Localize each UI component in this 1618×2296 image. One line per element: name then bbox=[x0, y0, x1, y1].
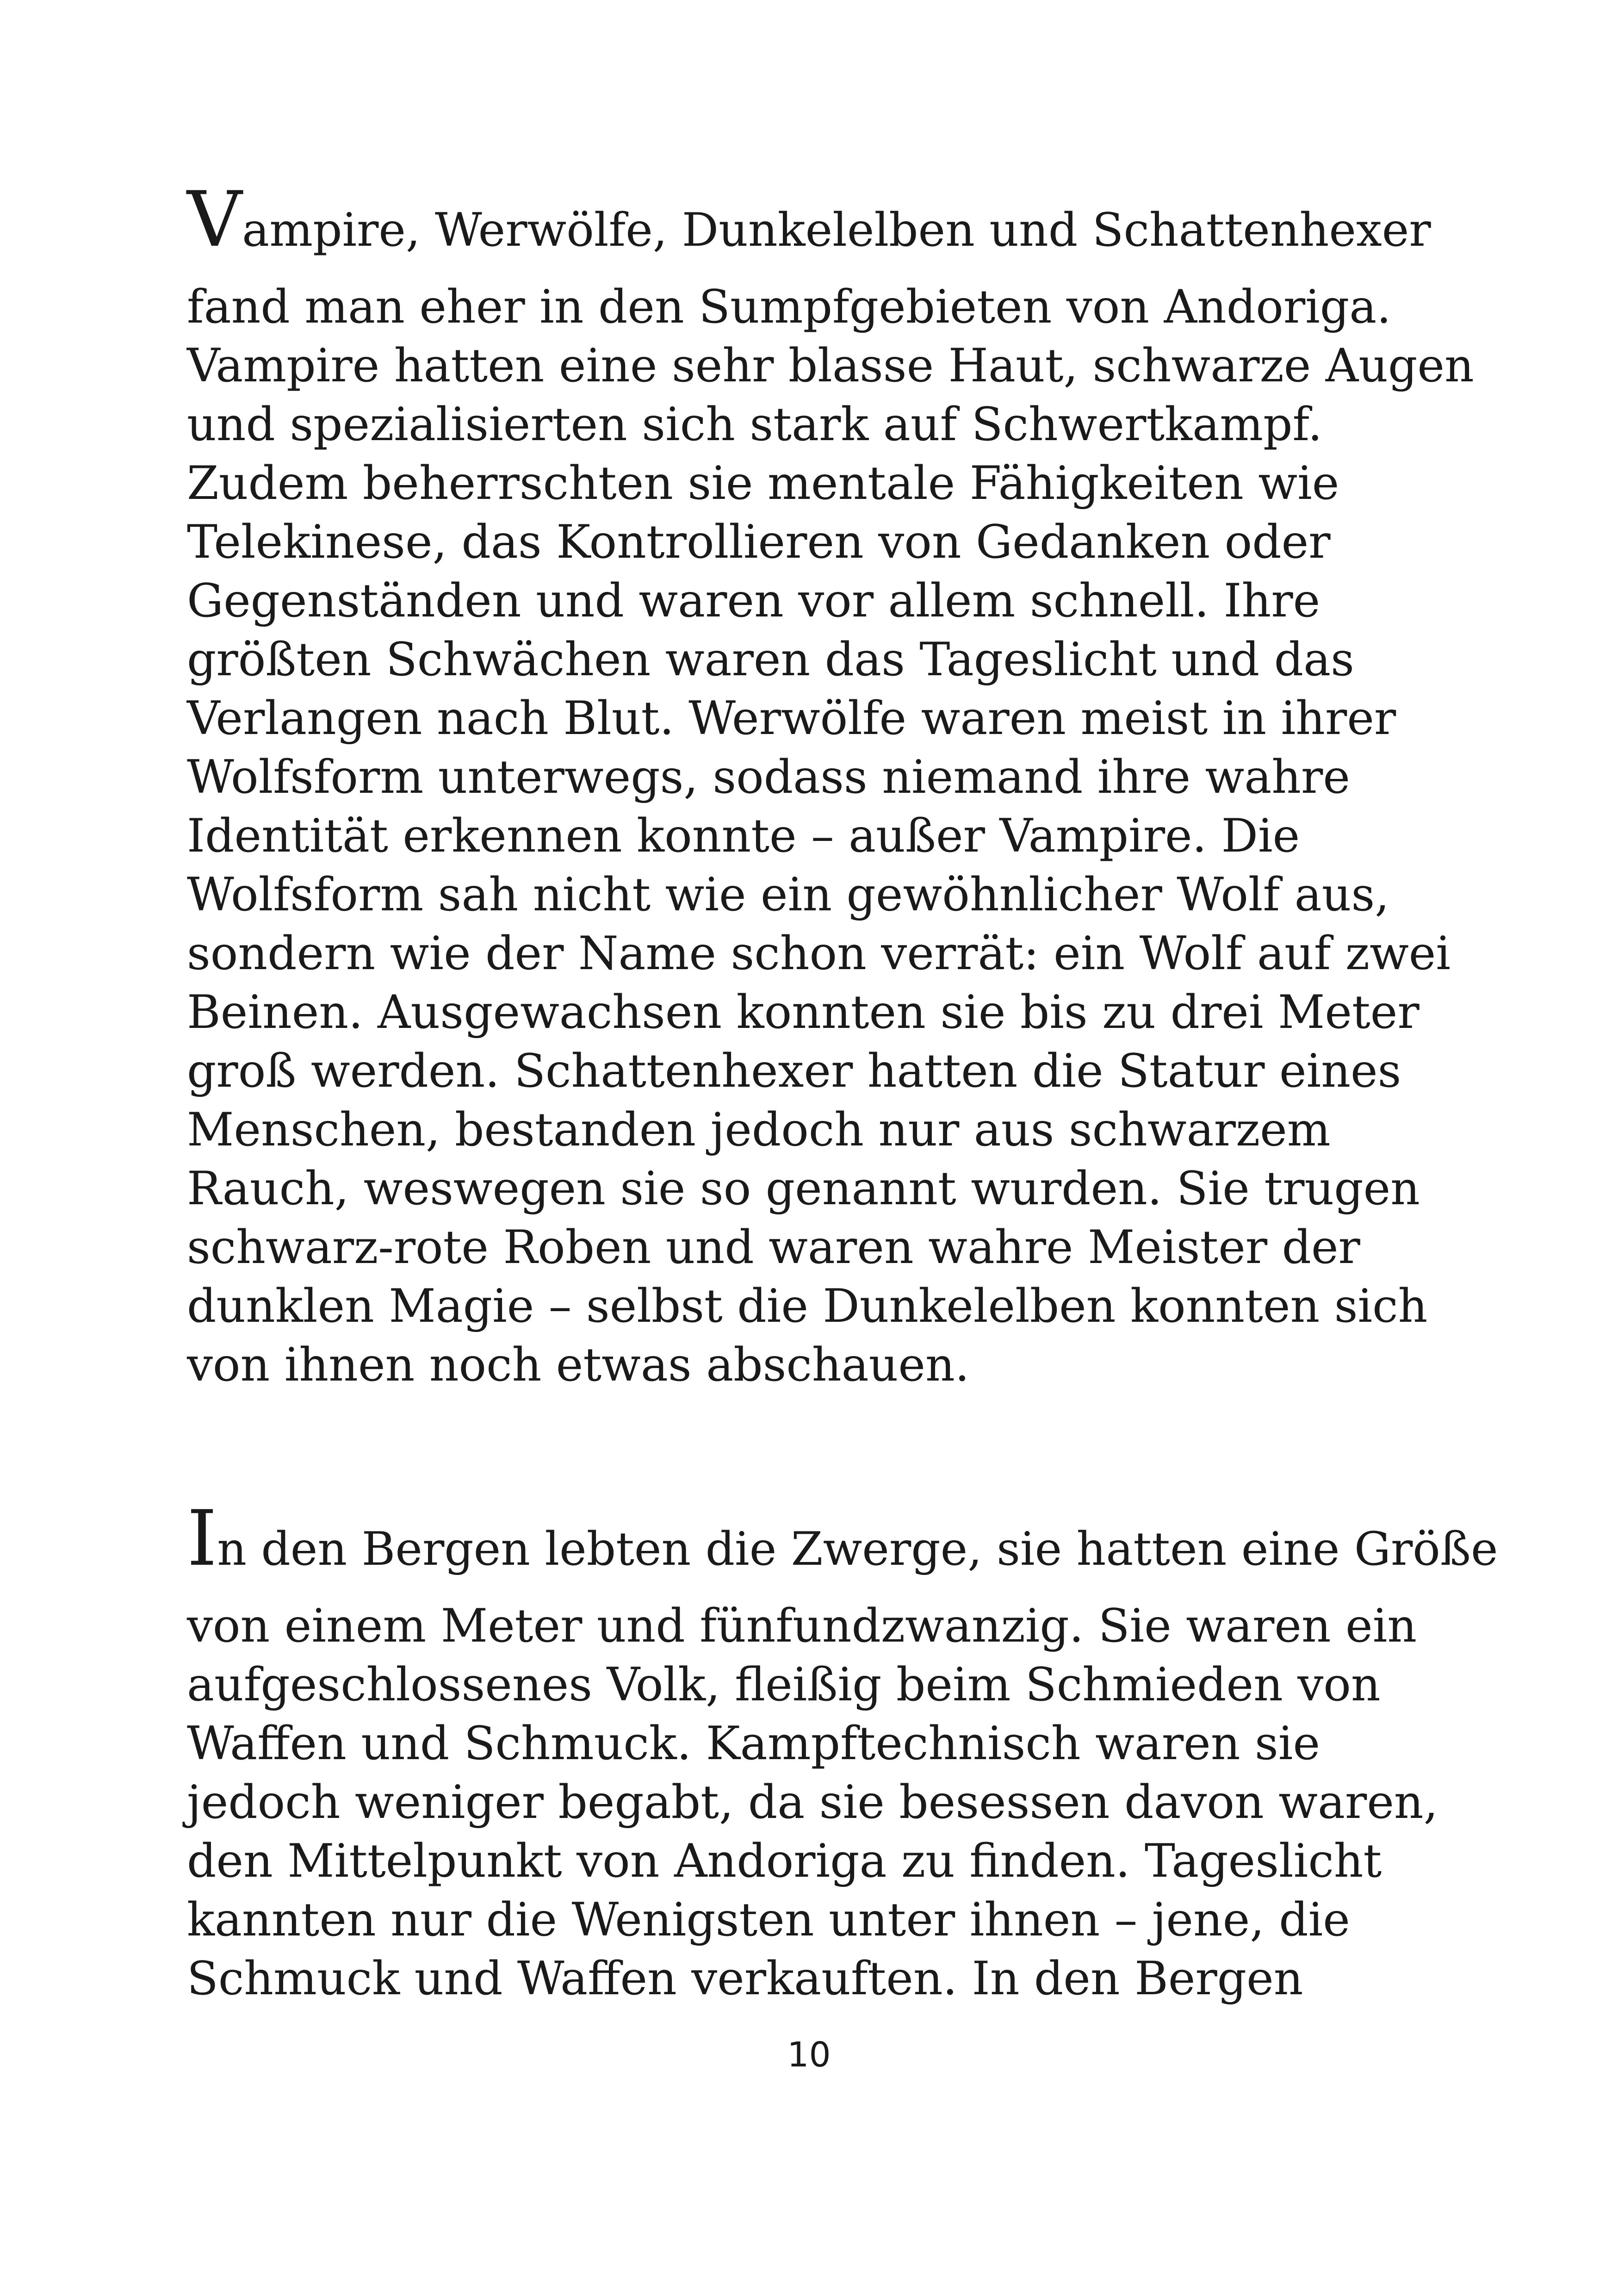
text-line-content: n den Bergen lebten die Zwerge, sie hatten eine Größe bbox=[217, 1523, 1498, 1576]
text-line: von ihnen noch etwas abschauen. bbox=[187, 1338, 970, 1392]
text-line bbox=[187, 1494, 1498, 1597]
text-line: Identität erkennen konnte – außer Vampire. Die bbox=[187, 809, 1300, 863]
text-line: Wolfsform sah nicht wie ein gewöhnlicher Wolf aus, bbox=[187, 868, 1389, 921]
text-line-content: ampire, Werwölfe, Dunkelelben und Schattenhexer bbox=[242, 204, 1431, 257]
text-line: schwarz-rote Roben und waren wahre Meister der bbox=[187, 1221, 1360, 1274]
text-line: fand man eher in den Sumpfgebieten von Andoriga. bbox=[187, 280, 1391, 334]
text-line: Rauch, weswegen sie so genannt wurden. Sie trugen bbox=[187, 1162, 1420, 1215]
text-line: jedoch weniger begabt, da sie besessen davon waren, bbox=[187, 1776, 1438, 1829]
text-line: aufgeschlossenes Volk, fleißig beim Schmieden von bbox=[187, 1658, 1381, 1711]
text-line: von einem Meter und fünfundzwanzig. Sie waren ein bbox=[187, 1599, 1417, 1653]
text-line: kannten nur die Wenigsten unter ihnen – jene, die bbox=[187, 1893, 1350, 1947]
text-line: Gegenständen und waren vor allem schnell. Ihre bbox=[187, 574, 1320, 628]
text-line: Waffen und Schmuck. Kampftechnisch waren sie bbox=[187, 1717, 1320, 1770]
text-line: größten Schwächen waren das Tageslicht und das bbox=[187, 633, 1354, 686]
text-line: Telekinese, das Kontrollieren von Gedanken oder bbox=[187, 516, 1331, 569]
text-line: groß werden. Schattenhexer hatten die Statur eines bbox=[187, 1045, 1401, 1098]
text-line: den Mittelpunkt von Andoriga zu finden. Tageslicht bbox=[187, 1835, 1382, 1888]
paragraph-dwarves bbox=[187, 1494, 1498, 2008]
text-line: Menschen, bestanden jedoch nur aus schwarzem bbox=[187, 1103, 1331, 1157]
text-line: und spezialisierten sich stark auf Schwertkampf. bbox=[187, 398, 1323, 451]
text-line: Wolfsform unterwegs, sodass niemand ihre wahre bbox=[187, 751, 1350, 804]
text-line: Beinen. Ausgewachsen konnten sie bis zu drei Meter bbox=[187, 986, 1420, 1039]
text-line: dunklen Magie – selbst die Dunkelelben konnten sich bbox=[187, 1280, 1428, 1333]
text-line: Vampire hatten eine sehr blasse Haut, schwarze Augen bbox=[187, 339, 1474, 392]
drop-cap: V bbox=[187, 175, 242, 264]
drop-cap: I bbox=[187, 1494, 217, 1583]
text-line: Schmuck und Waffen verkauften. In den Bergen bbox=[187, 1952, 1303, 2005]
text-line: Verlangen nach Blut. Werwölfe waren meist in ihrer bbox=[187, 692, 1396, 745]
text-line: sondern wie der Name schon verrät: ein Wolf auf zwei bbox=[187, 927, 1451, 980]
paragraph-dark-creatures bbox=[187, 175, 1482, 1394]
text-line: Zudem beherrschten sie mentale Fähigkeiten wie bbox=[187, 457, 1339, 510]
page-number: 10 bbox=[787, 2035, 831, 2075]
text-line bbox=[187, 175, 1482, 278]
